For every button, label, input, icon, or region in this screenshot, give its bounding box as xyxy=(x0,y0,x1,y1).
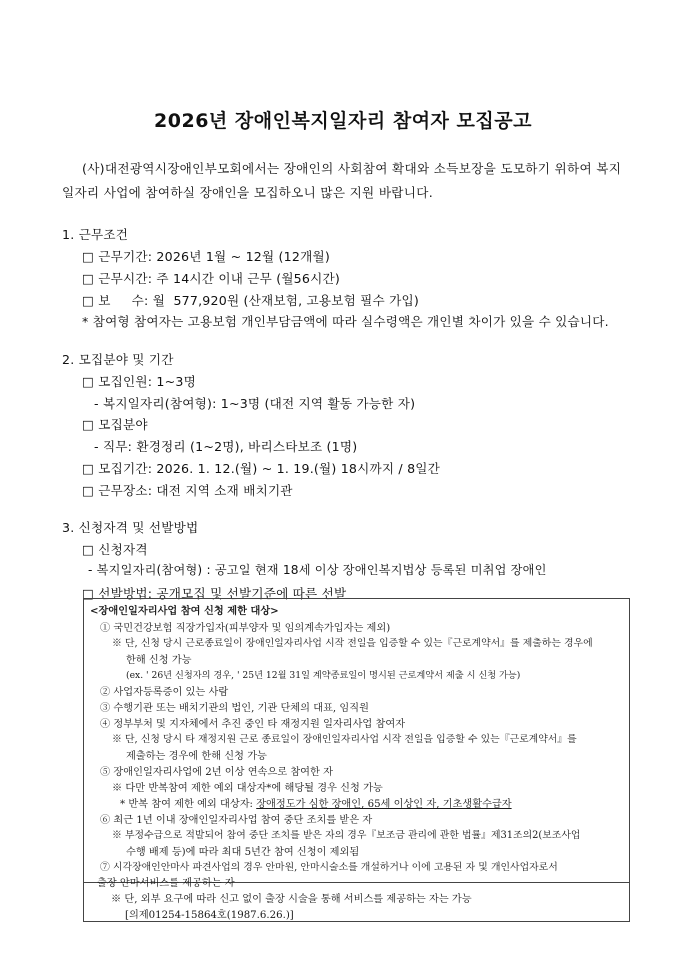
restriction-item: ⑥ 최근 1년 이내 장애인일자리사업 참여 중단 조치를 받은 자 xyxy=(100,815,373,826)
restriction-note: (ex. ' 26년 신청자의 경우, ' 25년 12월 31일 계약종료일이 명시된 근로계약서 제출 시 신청 가능) xyxy=(126,670,521,681)
restriction-box-bottom xyxy=(83,882,630,922)
page-title: 2026년 장애인복지일자리 참여자 모집공고 xyxy=(154,110,532,132)
section-3-heading: 3. 신청자격 및 선발방법 xyxy=(62,520,199,535)
section-1-item: □ 근무기간: 2026년 1월 ~ 12월 (12개월) xyxy=(82,249,330,264)
section-1-note: * 참여형 참여자는 고용보험 개인부담금액에 따라 실수령액은 개인별 차이가 있을 수 있습니다. xyxy=(82,314,609,329)
restriction-item: ① 국민건강보험 직장가입자(피부양자 및 임의계속가입자는 제외) xyxy=(100,623,391,634)
restriction-note: 수행 배제 등)에 따라 최대 5년간 참여 신청이 제외됨 xyxy=(126,847,360,858)
restriction-reference: [의제01254-15864호(1987.6.26.)] xyxy=(125,910,294,921)
section-3-line: - 복지일자리(참여형) : 공고일 현재 18세 이상 장애인복지법상 등록된 미취업 장애인 xyxy=(88,563,547,577)
restriction-item: ⑦ 시각장애인안마사 파견사업의 경우 안마원, 안마시술소를 개설하거나 이에 고용된 자 및 개인사업자로서 xyxy=(100,862,558,873)
section-3-line: □ 신청자격 xyxy=(82,542,148,557)
section-1-heading: 1. 근무조건 xyxy=(62,227,129,242)
restriction-note: 한해 신청 가능 xyxy=(126,655,192,666)
section-2-heading: 2. 모집분야 및 기간 xyxy=(62,352,174,367)
restriction-box xyxy=(83,598,630,883)
restriction-exception-line xyxy=(120,795,512,810)
restriction-note: ※ 부정수급으로 적발되어 참여 중단 조치를 받은 자의 경우『보조금 관리에 관한 법률』제31조의2(보조사업 xyxy=(112,830,581,841)
restriction-note: 제출하는 경우에 한해 신청 가능 xyxy=(126,751,267,762)
section-2-line: □ 모집기간: 2026. 1. 12.(월) ~ 1. 19.(월) 18시까지 / 8일간 xyxy=(82,461,441,476)
section-1-item: □ 보 수: 월 577,920원 (산재보험, 고용보험 필수 가입) xyxy=(82,293,419,308)
restriction-item: ⑤ 장애인일자리사업에 2년 이상 연속으로 참여한 자 xyxy=(100,767,333,778)
section-2-line: - 직무: 환경정리 (1~2명), 바리스타보조 (1명) xyxy=(94,439,358,454)
section-2-line: □ 모집분야 xyxy=(82,417,148,432)
section-2-line: □ 모집인원: 1~3명 xyxy=(82,374,196,389)
intro-paragraph xyxy=(62,157,632,205)
intro-line-1: (사)대전광역시장애인부모회에서는 장애인의 사회참여 확대와 소득보장을 도모하기 위하여 복지 xyxy=(82,161,622,176)
section-1-item: □ 근무시간: 주 14시간 이내 근무 (월56시간) xyxy=(82,271,340,286)
restriction-note: ※ 단, 외부 요구에 따라 신고 없이 출장 시술을 통해 서비스를 제공하는 자는 가능 xyxy=(111,894,472,905)
restriction-item: ② 사업자등록증이 있는 사람 xyxy=(100,687,229,698)
restriction-note: ※ 단, 신청 당시 타 재정지원 근로 종료일이 장애인일자리사업 시작 전일을 입증할 수 있는『근로계약서』를 xyxy=(112,734,577,745)
section-2-line: □ 근무장소: 대전 지역 소재 배치기관 xyxy=(82,483,293,498)
restriction-item: ④ 정부부처 및 지자체에서 추진 중인 타 재정지원 일자리사업 참여자 xyxy=(100,719,406,730)
section-2-line: - 복지일자리(참여형): 1~3명 (대전 지역 활동 가능한 자) xyxy=(94,396,416,411)
intro-line-2: 일자리 사업에 참여하실 장애인을 모집하오니 많은 지원 바랍니다. xyxy=(62,185,433,200)
restriction-item: ③ 수행기관 또는 배치기관의 법인, 기관 단체의 대표, 임직원 xyxy=(100,703,369,714)
exception-label: * 반복 참여 제한 예외 대상자: xyxy=(120,799,257,810)
restriction-note: ※ 다만 반복참여 제한 예외 대상자*에 해당될 경우 신청 가능 xyxy=(112,783,383,794)
restriction-note: ※ 단, 신청 당시 근로종료일이 장애인일자리사업 시작 전일을 입증할 수 있는『근로계약서』를 제출하는 경우에 xyxy=(112,638,593,649)
section-3-line: □ 선발방법: 공개모집 및 선발기준에 따른 선발 xyxy=(82,586,347,601)
exception-targets: 장애정도가 심한 장애인, 65세 이상인 자, 기초생활수급자 xyxy=(256,799,512,810)
restriction-item-cont: 출장 안마서비스를 제공하는 자 xyxy=(97,878,235,889)
restriction-box-title: <장애인일자리사업 참여 신청 제한 대상> xyxy=(90,605,279,617)
